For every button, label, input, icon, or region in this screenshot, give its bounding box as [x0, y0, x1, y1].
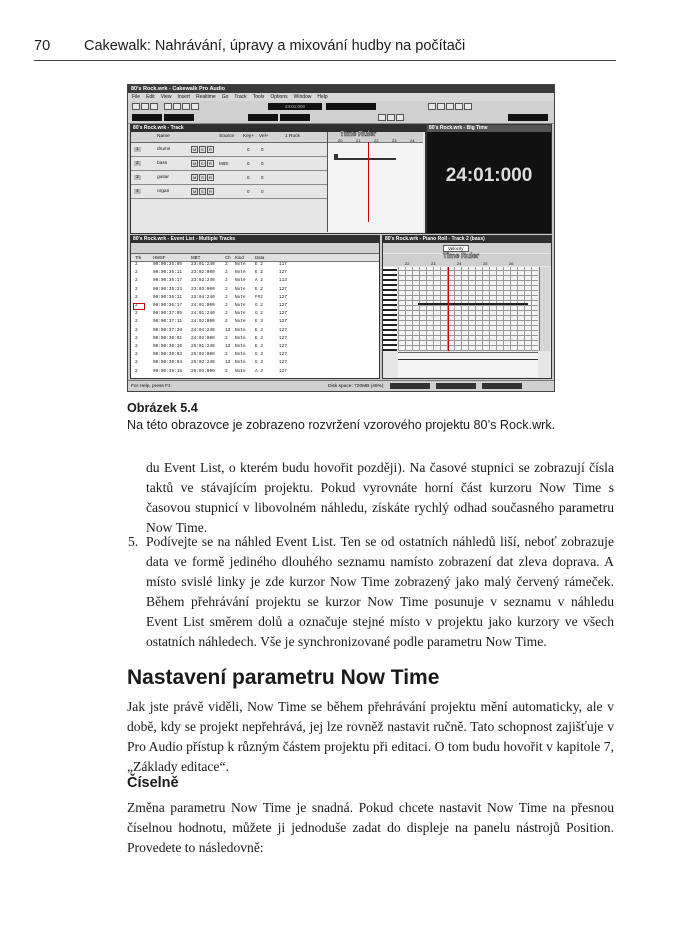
event-cell: 2: [135, 319, 138, 325]
event-cell: 2: [135, 360, 138, 366]
event-cell: 2: [135, 327, 138, 333]
event-row[interactable]: [131, 262, 379, 270]
event-cell: 2: [225, 335, 228, 341]
event-row[interactable]: [131, 303, 379, 311]
event-cell: 00:00:36:17: [153, 303, 182, 308]
event-cell: E 2: [255, 270, 263, 276]
record-button[interactable]: R: [209, 189, 212, 194]
event-cell: 2: [225, 278, 228, 284]
event-list-column: Kind: [235, 255, 244, 260]
event-cell: 23:01:240: [191, 262, 215, 267]
menu-item-edit[interactable]: Edit: [146, 94, 155, 100]
track-number: 1: [136, 147, 139, 152]
marker-icon[interactable]: [387, 114, 395, 121]
undo-icon[interactable]: [191, 103, 199, 110]
event-cell: 2: [225, 319, 228, 325]
track-row[interactable]: [131, 143, 327, 157]
event-cell: 2: [135, 352, 138, 358]
event-cell: Note: [235, 352, 246, 358]
event-cell: 13: [225, 360, 231, 366]
figure-caption: [127, 400, 627, 434]
event-list-column: Ch: [225, 255, 231, 260]
piano-roll-tick: 25: [483, 261, 488, 266]
menu-item-window[interactable]: Window: [293, 94, 312, 100]
big-time-title: 80's Rock.wrk - Big Time: [427, 125, 551, 132]
solo-button[interactable]: S: [201, 175, 204, 180]
col-key: Key+: [243, 134, 255, 139]
status-right: Disk space: 720MB (49%): [328, 384, 384, 389]
piano-roll-window: [382, 235, 552, 379]
punch-in-display[interactable]: [248, 114, 278, 121]
play-icon[interactable]: [446, 103, 454, 110]
clip-mark[interactable]: [334, 154, 338, 160]
event-now-time-box[interactable]: [133, 303, 145, 310]
menu-item-go[interactable]: Go: [221, 94, 229, 100]
event-cell: 2: [135, 278, 138, 284]
ruler-tick: 23: [392, 138, 397, 143]
track-number: 2: [136, 161, 139, 166]
event-cell: 25:03:000: [191, 368, 215, 374]
new-icon[interactable]: [132, 103, 140, 110]
subheading: Číselně: [127, 775, 179, 791]
piano-roll-ruler-label: Time Ruler: [443, 253, 480, 260]
event-cell: 2: [135, 344, 138, 349]
event-cell: 127: [279, 352, 287, 358]
controller-line: [398, 359, 538, 360]
event-cell: 25:03:240: [191, 360, 215, 366]
event-cell: 24:04:240: [191, 327, 215, 333]
event-cell: 00:00:35:17: [153, 278, 182, 284]
velocity-select[interactable]: Velocity: [443, 245, 469, 252]
event-cell: 00:00:38:10: [153, 344, 182, 349]
metronome-icon[interactable]: [396, 114, 404, 121]
event-cell: 24:01:240: [191, 311, 215, 317]
event-cell: 127: [279, 294, 287, 300]
event-cell: 00:00:35:11: [153, 270, 182, 276]
event-cell: Note: [235, 327, 246, 333]
event-row[interactable]: [131, 369, 379, 377]
event-cell: 2: [225, 262, 228, 267]
record-icon[interactable]: [464, 103, 472, 110]
event-cell: E 2: [255, 286, 263, 292]
now-time-cursor[interactable]: [368, 142, 369, 222]
menu-item-help[interactable]: Help: [317, 94, 328, 100]
event-cell: 113: [279, 278, 287, 284]
open-icon[interactable]: [141, 103, 149, 110]
track-key: 0: [247, 175, 250, 180]
save-icon[interactable]: [150, 103, 158, 110]
running-header: [34, 38, 616, 54]
event-cell: A 3: [255, 368, 263, 374]
event-cell: 00:00:37:28: [153, 327, 182, 333]
event-cell: Note: [235, 286, 246, 292]
event-cell: 23:04:240: [191, 294, 215, 300]
track-key: 0: [247, 147, 250, 152]
status-indicator-2: [436, 383, 476, 389]
list-item-text: Podívejte se na náhled Event List. Ten se od ostatních náhledů liší, neboť zobrazuje data ve formě jediného dlouhého seznamu namísto zobrazení dat zleva doprava. A místo svislé linky je zde kurzor Now Time zobrazený jako malý červený rámeček. Během přehrávání projektu se kurzor Now Time posunuje v seznamu v náhledu Event List směrem dolů a označuje stejné místo v projektu jako kurzory ve všech ostatních náhledech. Vše je synchronizované podle parametru Now Time.: [146, 534, 614, 649]
from-display[interactable]: [132, 114, 162, 121]
event-list-rows: [131, 262, 379, 378]
event-cell: G 2: [255, 311, 263, 317]
ruler-tick: 22: [374, 138, 379, 143]
track-number: 3: [136, 175, 139, 180]
track-vel: 0: [261, 175, 264, 180]
event-cell: 117: [279, 262, 287, 267]
event-cell: 2: [135, 286, 138, 292]
status-indicator-1: [390, 383, 430, 389]
event-cell: 2: [225, 303, 228, 308]
menu-item-realtime[interactable]: Realtime: [195, 94, 216, 100]
note-bar[interactable]: [418, 303, 528, 305]
controller-pane[interactable]: [398, 352, 538, 377]
clip-bass[interactable]: [336, 158, 396, 160]
app-title: 80's Rock.wrk - Cakewalk Pro Audio: [131, 86, 226, 92]
event-cell: Note: [235, 319, 246, 325]
piano-roll-toolbar: [383, 243, 551, 253]
punch-out-display[interactable]: [280, 114, 310, 121]
event-cell: 2: [225, 286, 228, 292]
menu-item-view[interactable]: View: [160, 94, 172, 100]
mute-button[interactable]: M: [193, 147, 197, 152]
event-cell: 13: [225, 344, 231, 349]
piano-keyboard[interactable]: [383, 267, 397, 351]
mute-button[interactable]: M: [193, 175, 197, 180]
event-cell: 24:01:000: [191, 303, 215, 308]
event-row[interactable]: [131, 278, 379, 286]
event-row[interactable]: [131, 311, 379, 319]
event-cell: 127: [279, 270, 287, 276]
event-cell: E 3: [255, 344, 263, 349]
paragraph-continued: du Event List, o kterém budu hovořit později). Na časové stupnici se zobrazují čísla taktů ve stávajícím projektu. Pokud vyrovnáte horní část kurzoru Now Time s časovou stupnicí v libovolném náhledu, získáte rychlý odhad současného parametru Now Time.: [146, 460, 614, 535]
event-cell: 127: [279, 319, 287, 325]
event-cell: 2: [225, 311, 228, 317]
event-cell: E 2: [255, 262, 263, 267]
forward-icon[interactable]: [455, 103, 463, 110]
event-list-window: [130, 235, 380, 379]
piano-roll-title: 80's Rock.wrk - Piano Roll - Track 2 (bass): [383, 236, 551, 243]
event-cell: 00:00:36:11: [153, 294, 182, 300]
event-list-column: HMSF: [153, 255, 166, 260]
event-cell: 2: [135, 294, 138, 300]
event-row[interactable]: [131, 352, 379, 360]
cut-icon[interactable]: [164, 103, 172, 110]
event-cell: 2: [135, 368, 138, 374]
caption-text: Na této obrazovce je zobrazeno rozvržení vzorového projektu 80’s Rock.wrk.: [127, 418, 556, 432]
copy-icon[interactable]: [173, 103, 181, 110]
paragraph-intro: Jak jste právě viděli, Now Time se během přehrávání projektu mění automaticky, ale v době, kdy se projekt nepřehrává, jej lze rovněž nastavit ručně. Tato schopnost zajišťuje v Pro Audio přístup k různým částem projektu při editaci. O tom budu hovořit v kapitole 7, „Základy editace“.: [127, 699, 614, 774]
event-row[interactable]: [131, 287, 379, 295]
event-row[interactable]: [131, 295, 379, 303]
piano-roll-now-cursor[interactable]: [448, 267, 449, 351]
ruler-tick: 24: [410, 138, 415, 143]
record-button[interactable]: R: [209, 147, 212, 152]
event-cell: Note: [235, 335, 246, 341]
event-cell: Note: [235, 262, 246, 267]
event-cell: 127: [279, 286, 287, 292]
figure-screenshot: [127, 84, 555, 392]
event-cell: 23:02:000: [191, 270, 215, 276]
stop-icon[interactable]: [437, 103, 445, 110]
header-rule: [34, 60, 616, 61]
event-cell: E 3: [255, 319, 263, 325]
menu-item-track[interactable]: Track: [234, 94, 247, 100]
track-name[interactable]: bass: [157, 161, 168, 166]
track-vel: 0: [261, 189, 264, 194]
smpte-display[interactable]: [326, 103, 376, 110]
thru-display[interactable]: [164, 114, 194, 121]
mute-button[interactable]: M: [193, 189, 197, 194]
paste-icon[interactable]: [182, 103, 190, 110]
event-list-title: 80's Rock.wrk - Event List - Multiple Tracks: [131, 236, 379, 243]
page-number: 70: [34, 38, 51, 54]
event-cell: Note: [235, 278, 246, 284]
event-cell: 00:00:39:18: [153, 368, 182, 374]
ruler-tick: 21: [356, 138, 361, 143]
event-cell: 127: [279, 311, 287, 317]
record-button[interactable]: R: [209, 161, 212, 166]
event-row[interactable]: [131, 344, 379, 352]
clips-pane[interactable]: [327, 132, 423, 232]
menu-item-tools[interactable]: Tools: [252, 94, 265, 100]
piano-roll-ruler[interactable]: [383, 254, 551, 266]
event-cell: G 3: [255, 352, 263, 358]
event-cell: 23:02:240: [191, 278, 215, 284]
event-row[interactable]: [131, 270, 379, 278]
event-cell: 2: [135, 262, 138, 267]
section-heading: Nastavení parametru Now Time: [127, 666, 440, 689]
event-cell: 13: [225, 327, 231, 333]
track-number: 4: [136, 189, 139, 194]
event-cell: 25:02:000: [191, 352, 215, 358]
event-cell: 00:00:35:05: [153, 262, 182, 267]
event-list-column: Trk: [135, 255, 142, 260]
event-cell: 00:00:39:03: [153, 352, 182, 358]
event-cell: 00:00:35:23: [153, 286, 182, 292]
piano-roll-scrollbar[interactable]: [539, 267, 550, 351]
event-list-column: MBT: [191, 255, 201, 260]
loop-icon[interactable]: [378, 114, 386, 121]
event-cell: G 3: [255, 360, 263, 366]
menu-item-insert[interactable]: Insert: [177, 94, 190, 100]
track-header: [131, 132, 327, 143]
status-left: For Help, press F1: [131, 384, 171, 389]
event-cell: Note: [235, 368, 246, 374]
track-name[interactable]: organ: [157, 189, 170, 194]
col-port: 1 Rock: [285, 134, 300, 139]
track-vel: 0: [261, 161, 264, 166]
event-cell: A 2: [255, 278, 263, 284]
caption-title: Obrázek 5.4: [127, 401, 198, 415]
event-cell: E 3: [255, 335, 263, 341]
event-cell: E 3: [255, 327, 263, 333]
event-cell: F#2: [255, 294, 263, 300]
event-cell: Note: [235, 270, 246, 276]
ruler-tick: 20: [338, 138, 343, 143]
event-cell: Note: [235, 344, 246, 349]
event-cell: 2: [135, 335, 138, 341]
event-list-header: [131, 254, 379, 262]
track-row[interactable]: [131, 157, 327, 171]
piano-roll-tick: 22: [405, 261, 410, 266]
list-item-5: [128, 532, 614, 652]
event-cell: G 2: [255, 303, 263, 308]
event-cell: 23:03:000: [191, 286, 215, 292]
event-cell: Note: [235, 294, 246, 300]
event-cell: Note: [235, 360, 246, 366]
event-cell: 2: [225, 368, 228, 374]
event-cell: 2: [135, 303, 138, 308]
track-list: [131, 143, 327, 205]
event-row[interactable]: [131, 319, 379, 327]
piano-roll-tick: 26: [509, 261, 514, 266]
event-cell: Note: [235, 311, 246, 317]
track-row[interactable]: [131, 185, 327, 199]
status-bar: [128, 380, 554, 392]
event-cell: 127: [279, 335, 287, 341]
piano-roll-tick: 24: [457, 261, 462, 266]
event-cell: 00:00:37:11: [153, 319, 182, 325]
solo-button[interactable]: S: [201, 161, 204, 166]
event-cell: 24:02:000: [191, 319, 215, 325]
tempo-display[interactable]: [508, 114, 548, 121]
event-cell: 00:00:38:01: [153, 335, 182, 341]
status-indicator-3: [482, 383, 522, 389]
col-name: Name: [157, 134, 170, 139]
event-cell: 127: [279, 368, 287, 374]
now-time-display[interactable]: 24:01:000: [268, 103, 322, 110]
big-time-value: 24:01:000: [445, 165, 533, 186]
track-key: 0: [247, 189, 250, 194]
big-time-window: [426, 124, 552, 234]
book-title: Cakewalk: Nahrávání, úpravy a mixování hudby na počítači: [84, 38, 466, 54]
event-cell: 00:00:37:05: [153, 311, 182, 317]
time-ruler-label: Time Ruler: [340, 131, 377, 138]
event-row[interactable]: [131, 328, 379, 336]
col-vel: Vel+: [259, 134, 269, 139]
track-source: MIDI: [219, 161, 229, 166]
event-cell: 00:00:39:04: [153, 360, 182, 366]
mute-button[interactable]: M: [193, 161, 197, 166]
event-cell: 24:02:000: [191, 335, 215, 341]
event-cell: 2: [225, 352, 228, 358]
app-title-bar: [128, 85, 554, 93]
piano-roll-tick: 23: [431, 261, 436, 266]
menu-bar: [128, 93, 554, 101]
event-cell: 127: [279, 327, 287, 333]
event-cell: 25:01:240: [191, 344, 215, 349]
track-name[interactable]: drums: [157, 147, 171, 152]
track-row[interactable]: [131, 171, 327, 185]
solo-button[interactable]: S: [201, 189, 204, 194]
track-vel: 0: [261, 147, 264, 152]
toolbar-2: [128, 112, 554, 124]
menu-item-options[interactable]: Options: [270, 94, 288, 100]
event-row[interactable]: [131, 336, 379, 344]
event-cell: 2: [135, 311, 138, 317]
note-grid[interactable]: [398, 267, 538, 351]
event-list-column: Data: [255, 255, 265, 260]
menu-item-file[interactable]: File: [132, 94, 141, 100]
event-cell: 127: [279, 360, 287, 366]
time-ruler[interactable]: [328, 132, 423, 143]
event-cell: 2: [225, 294, 228, 300]
event-cell: 2: [135, 270, 138, 276]
event-cell: 127: [279, 344, 287, 349]
rewind-icon[interactable]: [428, 103, 436, 110]
col-source: Source: [219, 134, 235, 139]
track-window-title: 80's Rock.wrk - Track: [131, 125, 425, 132]
list-number: 5.: [128, 534, 139, 549]
event-cell: 2: [225, 270, 228, 276]
track-window: [130, 124, 426, 234]
paragraph-numeric: Změna parametru Now Time je snadná. Pokud chcete nastavit Now Time na přesnou číselnou hodnotu, můžete ji jednoduše zadat do displeje na panelu nástrojů Position. Provedete to následovně:: [127, 800, 614, 855]
event-cell: 127: [279, 303, 287, 308]
track-key: 0: [247, 161, 250, 166]
event-list-toolbar: [131, 243, 379, 254]
event-row[interactable]: [131, 360, 379, 368]
track-name[interactable]: guitar: [157, 175, 169, 180]
event-cell: Note: [235, 303, 246, 308]
solo-button[interactable]: S: [201, 147, 204, 152]
record-button[interactable]: R: [209, 175, 212, 180]
